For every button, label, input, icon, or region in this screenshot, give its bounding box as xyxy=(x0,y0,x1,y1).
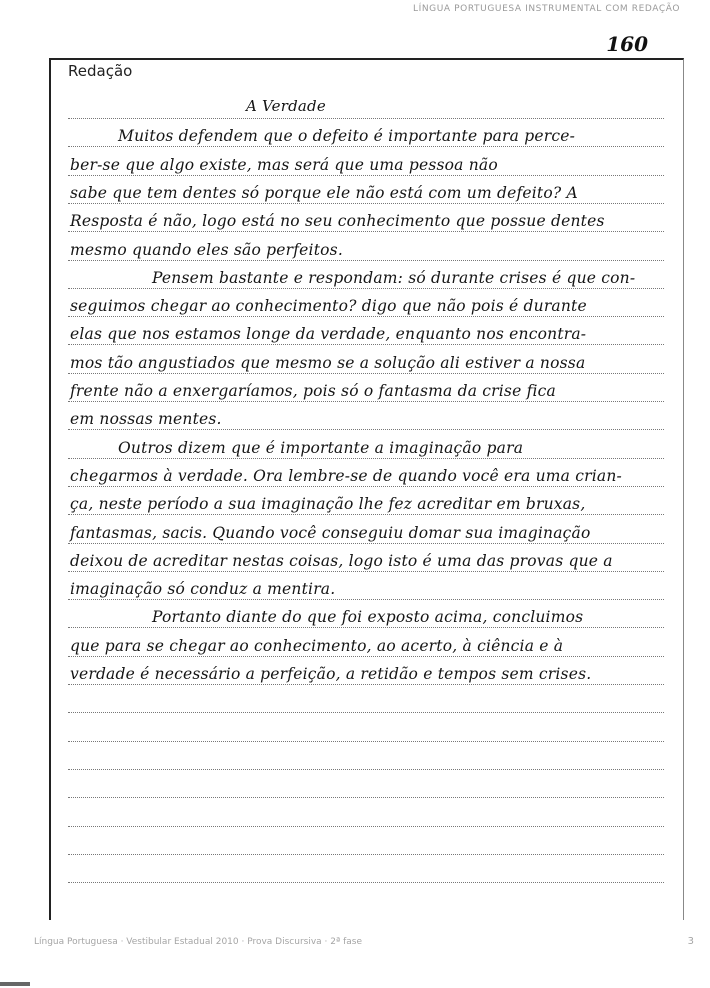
essay-title: A Verdade xyxy=(246,97,326,115)
handwritten-line: chegarmos à verdade. Ora lembre-se de quando você era uma crian- xyxy=(70,466,622,485)
ruled-line xyxy=(68,344,664,345)
ruled-line xyxy=(68,203,664,204)
ruled-line xyxy=(68,684,664,685)
ruled-line xyxy=(68,854,664,855)
handwritten-line: Portanto diante do que foi exposto acima, concluimos xyxy=(152,608,584,627)
ruled-line xyxy=(68,260,664,261)
handwritten-line: Pensem bastante e respondam: só durante crises é que con- xyxy=(152,268,636,287)
handwritten-line: em nossas mentes. xyxy=(70,410,222,429)
handwritten-line: Outros dizem que é importante a imaginação para xyxy=(118,438,524,457)
ruled-line xyxy=(68,288,664,289)
ruled-line xyxy=(68,741,664,742)
footer-text: Língua Portuguesa · Vestibular Estadual 2010 · Prova Discursiva · 2ª fase xyxy=(34,937,363,947)
ruled-line xyxy=(68,571,664,572)
ruled-line xyxy=(68,316,664,317)
corner-mark xyxy=(0,982,30,986)
ruled-line xyxy=(68,797,664,798)
handwritten-line: Resposta é não, logo está no seu conhecimento que possue dentes xyxy=(70,212,605,231)
page-number: 160 xyxy=(606,32,648,56)
footer-page-number: 3 xyxy=(687,936,694,947)
ruled-line xyxy=(68,543,664,544)
ruled-line xyxy=(68,882,664,883)
handwritten-line: fantasmas, sacis. Quando você conseguiu domar sua imaginação xyxy=(70,523,591,542)
handwritten-line: que para se chegar ao conhecimento, ao acerto, à ciência e à xyxy=(70,636,564,655)
ruled-line xyxy=(68,599,664,600)
ruled-line xyxy=(68,656,664,657)
ruled-line xyxy=(68,627,664,628)
handwritten-line: verdade é necessário a perfeição, a retidão e tempos sem crises. xyxy=(70,665,592,683)
handwritten-line: mesmo quando eles são perfeitos. xyxy=(70,240,343,259)
ruled-line xyxy=(68,373,664,374)
ruled-line xyxy=(68,401,664,402)
handwritten-line: mos tão angustiados que mesmo se a solução ali estiver a nossa xyxy=(70,353,586,372)
ruled-line xyxy=(68,458,664,459)
ruled-line xyxy=(68,486,664,487)
handwritten-line: deixou de acreditar nestas coisas, logo isto é uma das provas que a xyxy=(70,551,613,570)
section-title: Redação xyxy=(68,62,133,80)
ruled-line xyxy=(68,826,664,827)
handwritten-line: elas que nos estamos longe da verdade, enquanto nos encontra- xyxy=(70,325,587,344)
handwritten-line: seguimos chegar ao conhecimento? digo que não pois é durante xyxy=(70,297,587,316)
ruled-line xyxy=(68,231,664,232)
handwritten-line: sabe que tem dentes só porque ele não está com um defeito? A xyxy=(70,183,578,202)
handwritten-line: ber-se que algo existe, mas será que uma pessoa não xyxy=(70,155,498,174)
handwritten-line: imaginação só conduz a mentira. xyxy=(70,580,336,599)
ruled-line xyxy=(68,514,664,515)
ruled-line xyxy=(68,118,664,119)
ruled-line xyxy=(68,146,664,147)
handwritten-line: Muitos defendem que o defeito é importante para perce- xyxy=(118,127,576,146)
ruled-line xyxy=(68,429,664,430)
running-header: LÍNGUA PORTUGUESA INSTRUMENTAL COM REDAÇÃO xyxy=(412,4,680,14)
ruled-line xyxy=(68,175,664,176)
handwritten-line: ça, neste período a sua imaginação lhe fez acreditar em bruxas, xyxy=(70,495,586,514)
handwritten-line: frente não a enxergaríamos, pois só o fantasma da crise fica xyxy=(70,382,556,400)
ruled-line xyxy=(68,769,664,770)
ruled-line xyxy=(68,712,664,713)
